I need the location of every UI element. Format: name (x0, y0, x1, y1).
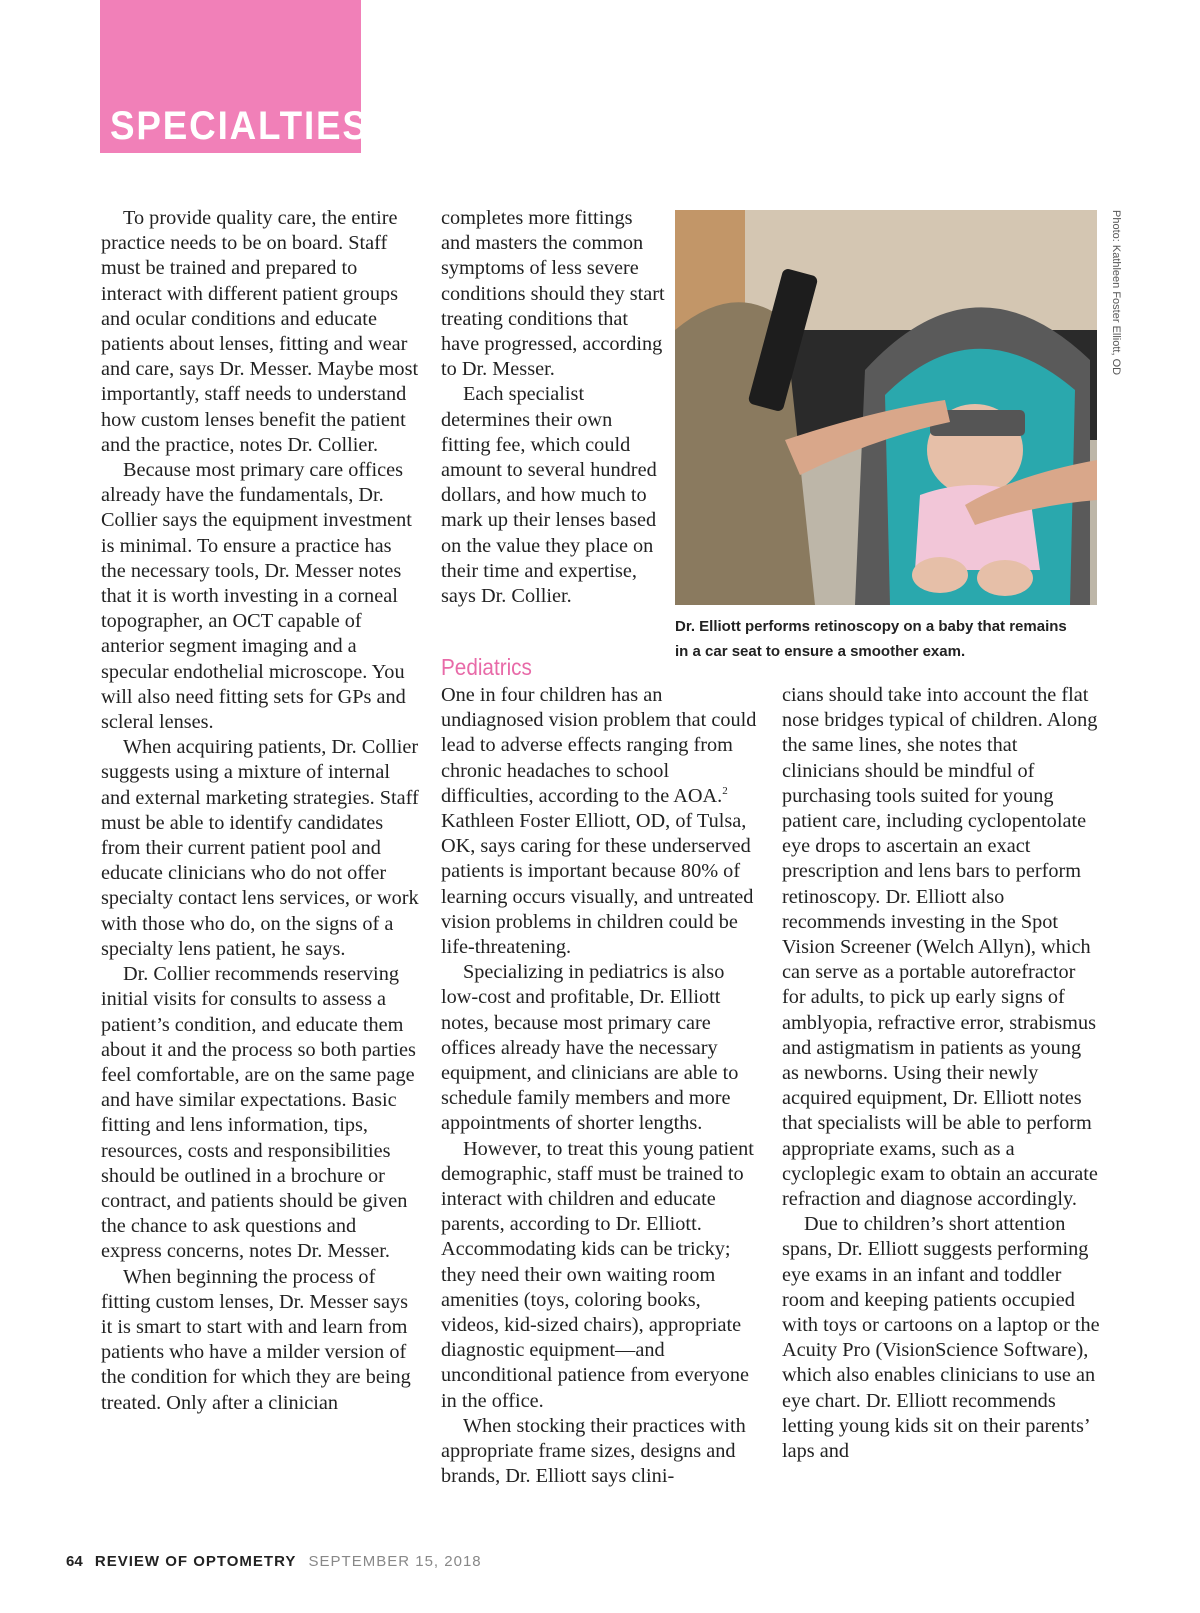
paragraph: Due to children’s short attention spans, Dr. Elliott suggests performing eye exams in an infant and toddler room and keeping patients occupied with toys or cartoons on a laptop or the Acuity Pro (VisionScience Software), which also enables clinicians to use an eye chart. Dr. Elliott recommends letting young kids sit on their parents’ laps and (782, 1213, 1100, 1463)
article-column-3 (782, 683, 1100, 1464)
article-column-2-top (441, 206, 666, 609)
paragraph: Dr. Collier recommends reserving initial visits for consults to assess a patient’s condition, and educate them about it and the process so both parties feel comfortable, are on the same page and have similar expectations. Basic fitting and lens information, tips, resources, costs and responsibilities should be outlined in a brochure or contract, and patients should be given the chance to ask questions and express concerns, notes Dr. Messer. (101, 963, 416, 1263)
paragraph-text: One in four children has an undiagnosed vision problem that could lead to adverse effects ranging from chronic headaches to school difficulties, according to the AOA. (441, 684, 757, 807)
photo-caption: Dr. Elliott performs retinoscopy on a baby that remains in a car seat to ensure a smoother exam. (675, 618, 1067, 660)
paragraph: Because most primary care offices already have the fundamentals, Dr. Collier says the equipment investment is minimal. To ensure a practice has the necessary tools, Dr. Messer notes that it is worth investing in a corneal topographer, an OCT capable of anterior segment imaging and a specular endothelial microscope. You will also need fitting sets for GPs and scleral lenses. (101, 459, 412, 734)
publication-name: REVIEW OF OPTOMETRY (94, 1553, 297, 1570)
issue-date: SEPTEMBER 15, 2018 (308, 1553, 482, 1570)
paragraph: Specializing in pediatrics is also low-cost and profitable, Dr. Elliott notes, because most primary care offices already have the necessary equipment, and clinicians are able to schedule family members and more appointments of shorter lengths. (441, 961, 739, 1135)
subheading-pediatrics: Pediatrics (441, 654, 532, 680)
reference-number: 2 (722, 785, 728, 798)
photo-credit (1110, 210, 1122, 376)
paragraph (441, 683, 759, 960)
paragraph: cians should take into account the flat nose bridges typical of children. Along the same lines, she notes that clinicians should be mindful of purchasing tools suited for young patient care, including cyclopentolate eye drops to ascertain an exact prescription and lens bars to perform retinoscopy. Dr. Elliott also recommends investing in the Spot Vision Screener (Welch Allyn), which can serve as a portable autorefractor for adults, to pick up early signs of amblyopia, refractive error, strabismus and astigmatism in patients as young as newborns. Using their newly acquired equipment, Dr. Elliott notes that specialists will be able to perform appropriate exams, such as a cycloplegic exam to obtain an accurate refraction and diagnose accordingly. (782, 684, 1098, 1211)
retinoscopy-photo-illustration (675, 210, 1097, 605)
paragraph-text: Kathleen Foster Elliott, OD, of Tulsa, OK, says caring for these underserved patients is important because 80% of learning occurs visually, and untreated vision problems in children could be life-threatening. (441, 810, 754, 959)
article-column-1 (101, 206, 419, 1416)
paragraph: When acquiring patients, Dr. Collier suggests using a mixture of internal and external marketing strategies. Staff must be able to identify candidates from their current patient pool and educate clinicians who do not offer specialty contact lens services, or work with those who do, on the signs of a specialty lens patient, he says. (101, 736, 419, 960)
paragraph: Each specialist determines their own fitting fee, which could amount to several hundred dollars, and how much to mark up their lenses based on the value they place on their time and expertise, says Dr. Collier. (441, 383, 657, 608)
paragraph: However, to treat this young patient demographic, staff must be trained to interact with children and educate parents, according to Dr. Elliott. Accommodating kids can be tricky; they need their own waiting room amenities (toys, coloring books, videos, kid-sized chairs), appropriate diagnostic equipment—and unconditional patience from everyone in the office. (441, 1137, 754, 1412)
page-number: 64 (66, 1553, 83, 1570)
article-column-2-bottom (441, 683, 759, 1490)
article-photo (675, 210, 1097, 605)
paragraph: When beginning the process of fitting custom lenses, Dr. Messer says it is smart to start with and learn from patients who have a milder version of the condition for which they are being treated. Only after a clinician (101, 1265, 411, 1414)
paragraph: When stocking their practices with appropriate frame sizes, designs and brands, Dr. Elliott says clini- (441, 1414, 746, 1488)
paragraph: completes more fittings and masters the common symptoms of less severe conditions should they start treating conditions that have progressed, according to Dr. Messer. (441, 207, 665, 381)
section-label: SPECIALTIES (110, 104, 369, 148)
paragraph: To provide quality care, the entire practice needs to be on board. Staff must be trained and prepared to interact with different patient groups and ocular conditions and educate patients about lenses, fitting and wear and care, says Dr. Messer. Maybe most importantly, staff needs to understand how custom lenses benefit the patient and the practice, notes Dr. Collier. (101, 207, 419, 456)
page-footer (66, 1553, 482, 1570)
photo-credit-text: Photo: Kathleen Foster Elliott, OD (1110, 210, 1122, 376)
section-header-block (100, 0, 369, 153)
